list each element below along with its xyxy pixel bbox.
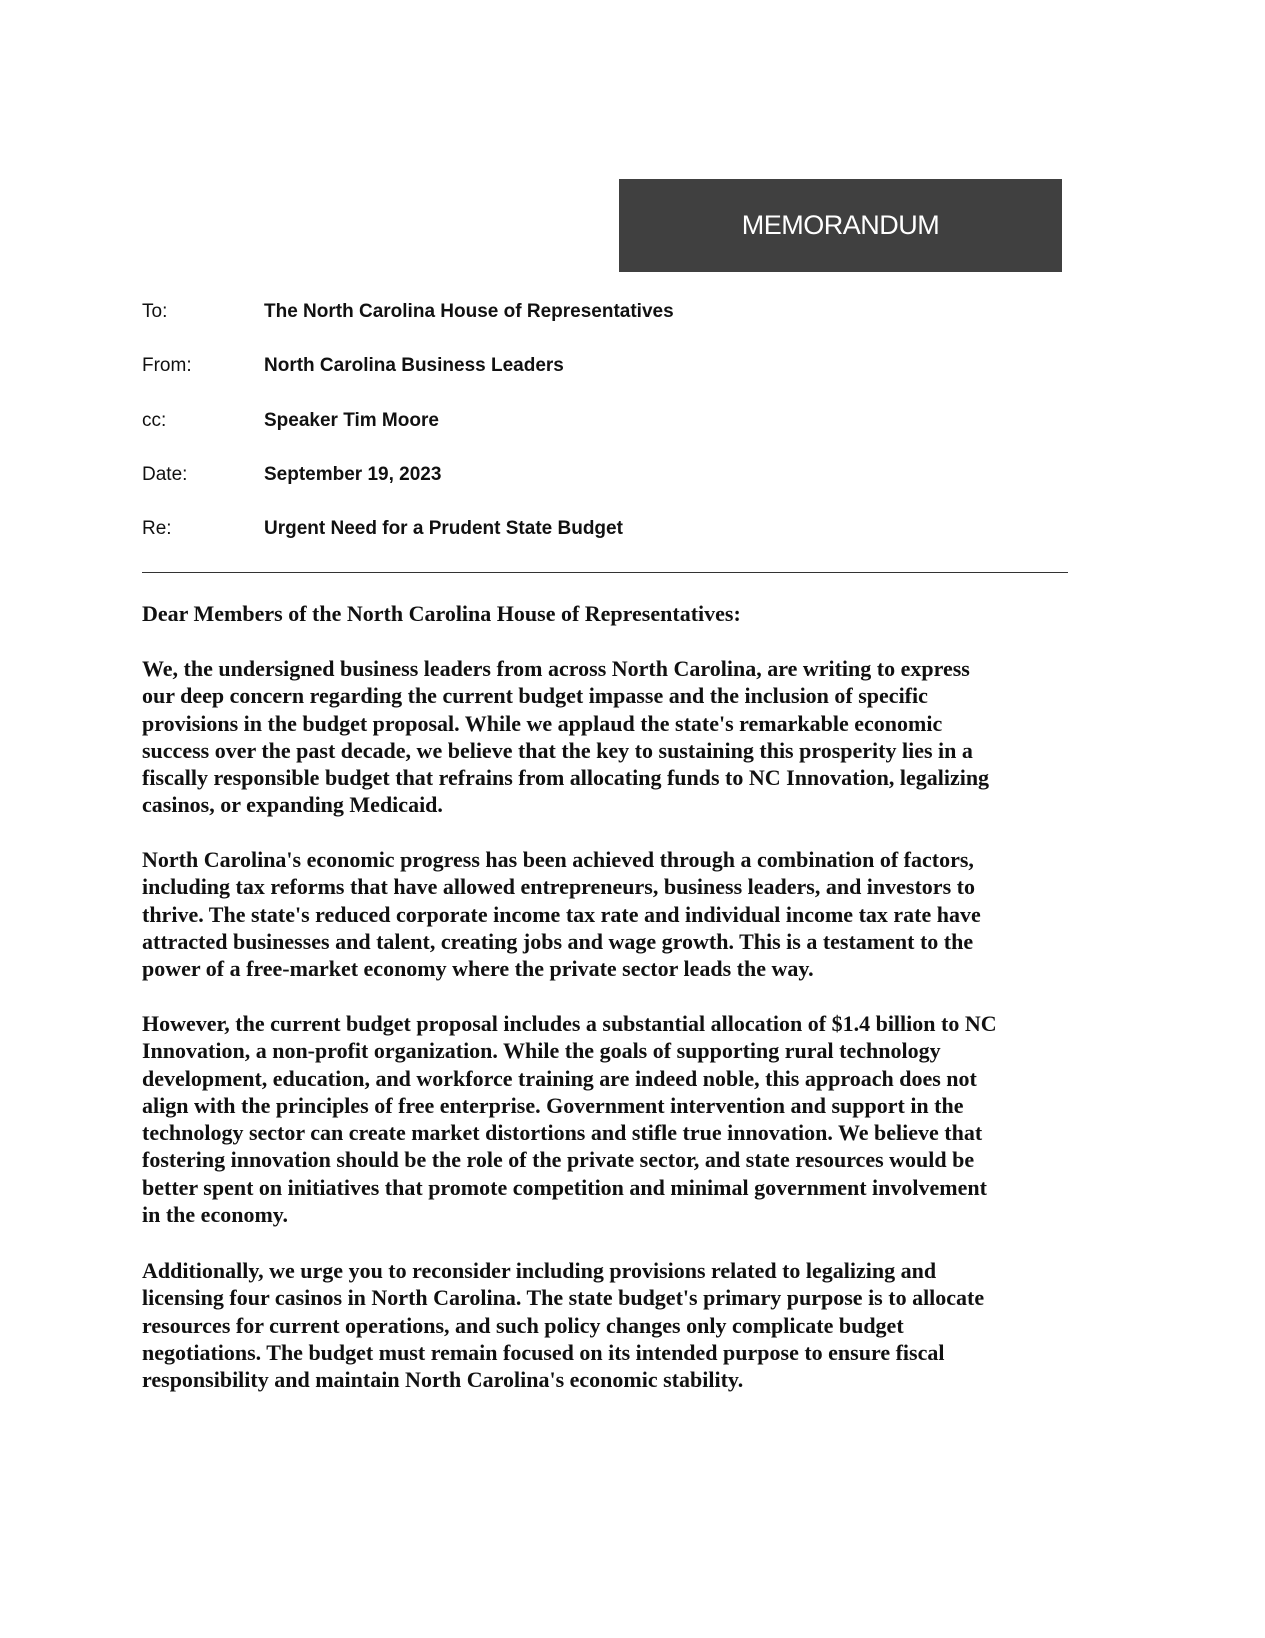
paragraph-line: Innovation, a non-profit organization. While the goals of supporting rural technology xyxy=(142,1038,941,1064)
paragraph-line: power of a free-market economy where the private sector leads the way. xyxy=(142,956,814,982)
header-value: North Carolina Business Leaders xyxy=(264,355,564,376)
paragraph-line: better spent on initiatives that promote competition and minimal government involvement xyxy=(142,1174,987,1200)
paragraph-line: align with the principles of free enterprise. Government intervention and support in the xyxy=(142,1092,964,1118)
paragraph-line: Additionally, we urge you to reconsider including provisions related to legalizing and xyxy=(142,1258,937,1283)
paragraph-line: North Carolina's economic progress has been achieved through a combination of factors, xyxy=(142,847,974,872)
paragraph-line: attracted businesses and talent, creating jobs and wage growth. This is a testament to the xyxy=(142,928,974,954)
paragraph xyxy=(142,655,989,819)
paragraph-line: development, education, and workforce training are indeed noble, this approach does not xyxy=(142,1065,977,1091)
paragraph-line: casinos, or expanding Medicaid. xyxy=(142,792,443,818)
memo-title: MEMORANDUM xyxy=(741,210,940,240)
paragraph-line: technology sector can create market distortions and stifle true innovation. We believe that xyxy=(142,1120,983,1146)
header-value: Speaker Tim Moore xyxy=(264,410,439,431)
header-value: September 19, 2023 xyxy=(264,464,442,485)
paragraph-line: thrive. The state's reduced corporate income tax rate and individual income tax rate have xyxy=(142,901,981,927)
paragraph-line: including tax reforms that have allowed entrepreneurs, business leaders, and investors to xyxy=(142,874,975,900)
paragraph-line: success over the past decade, we believe that the key to sustaining this prosperity lies in a xyxy=(142,737,973,763)
paragraph xyxy=(142,1257,984,1393)
paragraph-line: provisions in the budget proposal. While we applaud the state's remarkable economic xyxy=(142,710,943,736)
paragraph xyxy=(142,846,981,982)
memorandum-banner xyxy=(619,179,1062,272)
header-divider xyxy=(142,572,1068,573)
paragraph-line: our deep concern regarding the current budget impasse and the inclusion of specific xyxy=(142,683,928,709)
header-value: The North Carolina House of Representatives xyxy=(264,301,674,322)
header-value: Urgent Need for a Prudent State Budget xyxy=(264,518,623,539)
header-label: To: xyxy=(142,301,168,322)
paragraph-line: However, the current budget proposal includes a substantial allocation of $1.4 billion to NC xyxy=(142,1011,997,1036)
paragraph-line: responsibility and maintain North Carolina's economic stability. xyxy=(142,1367,744,1393)
paragraph-line: fiscally responsible budget that refrains from allocating funds to NC Innovation, legalizing xyxy=(142,765,990,791)
paragraph-line: in the economy. xyxy=(142,1202,289,1228)
paragraph-line: fostering innovation should be the role of the private sector, and state resources would be xyxy=(142,1147,975,1173)
paragraph-line: licensing four casinos in North Carolina. The state budget's primary purpose is to allocate xyxy=(142,1285,985,1311)
paragraph-line: negotiations. The budget must remain focused on its intended purpose to ensure fiscal xyxy=(142,1339,945,1365)
paragraph-line: We, the undersigned business leaders from across North Carolina, are writing to express xyxy=(142,656,970,681)
header-label: From: xyxy=(142,355,192,376)
header-label: cc: xyxy=(142,410,167,431)
paragraph-line: resources for current operations, and such policy changes only complicate budget xyxy=(142,1312,904,1338)
salutation: Dear Members of the North Carolina House of Representatives: xyxy=(142,601,741,626)
paragraph xyxy=(142,1010,997,1228)
header-label: Date: xyxy=(142,464,188,485)
header-label: Re: xyxy=(142,518,172,539)
